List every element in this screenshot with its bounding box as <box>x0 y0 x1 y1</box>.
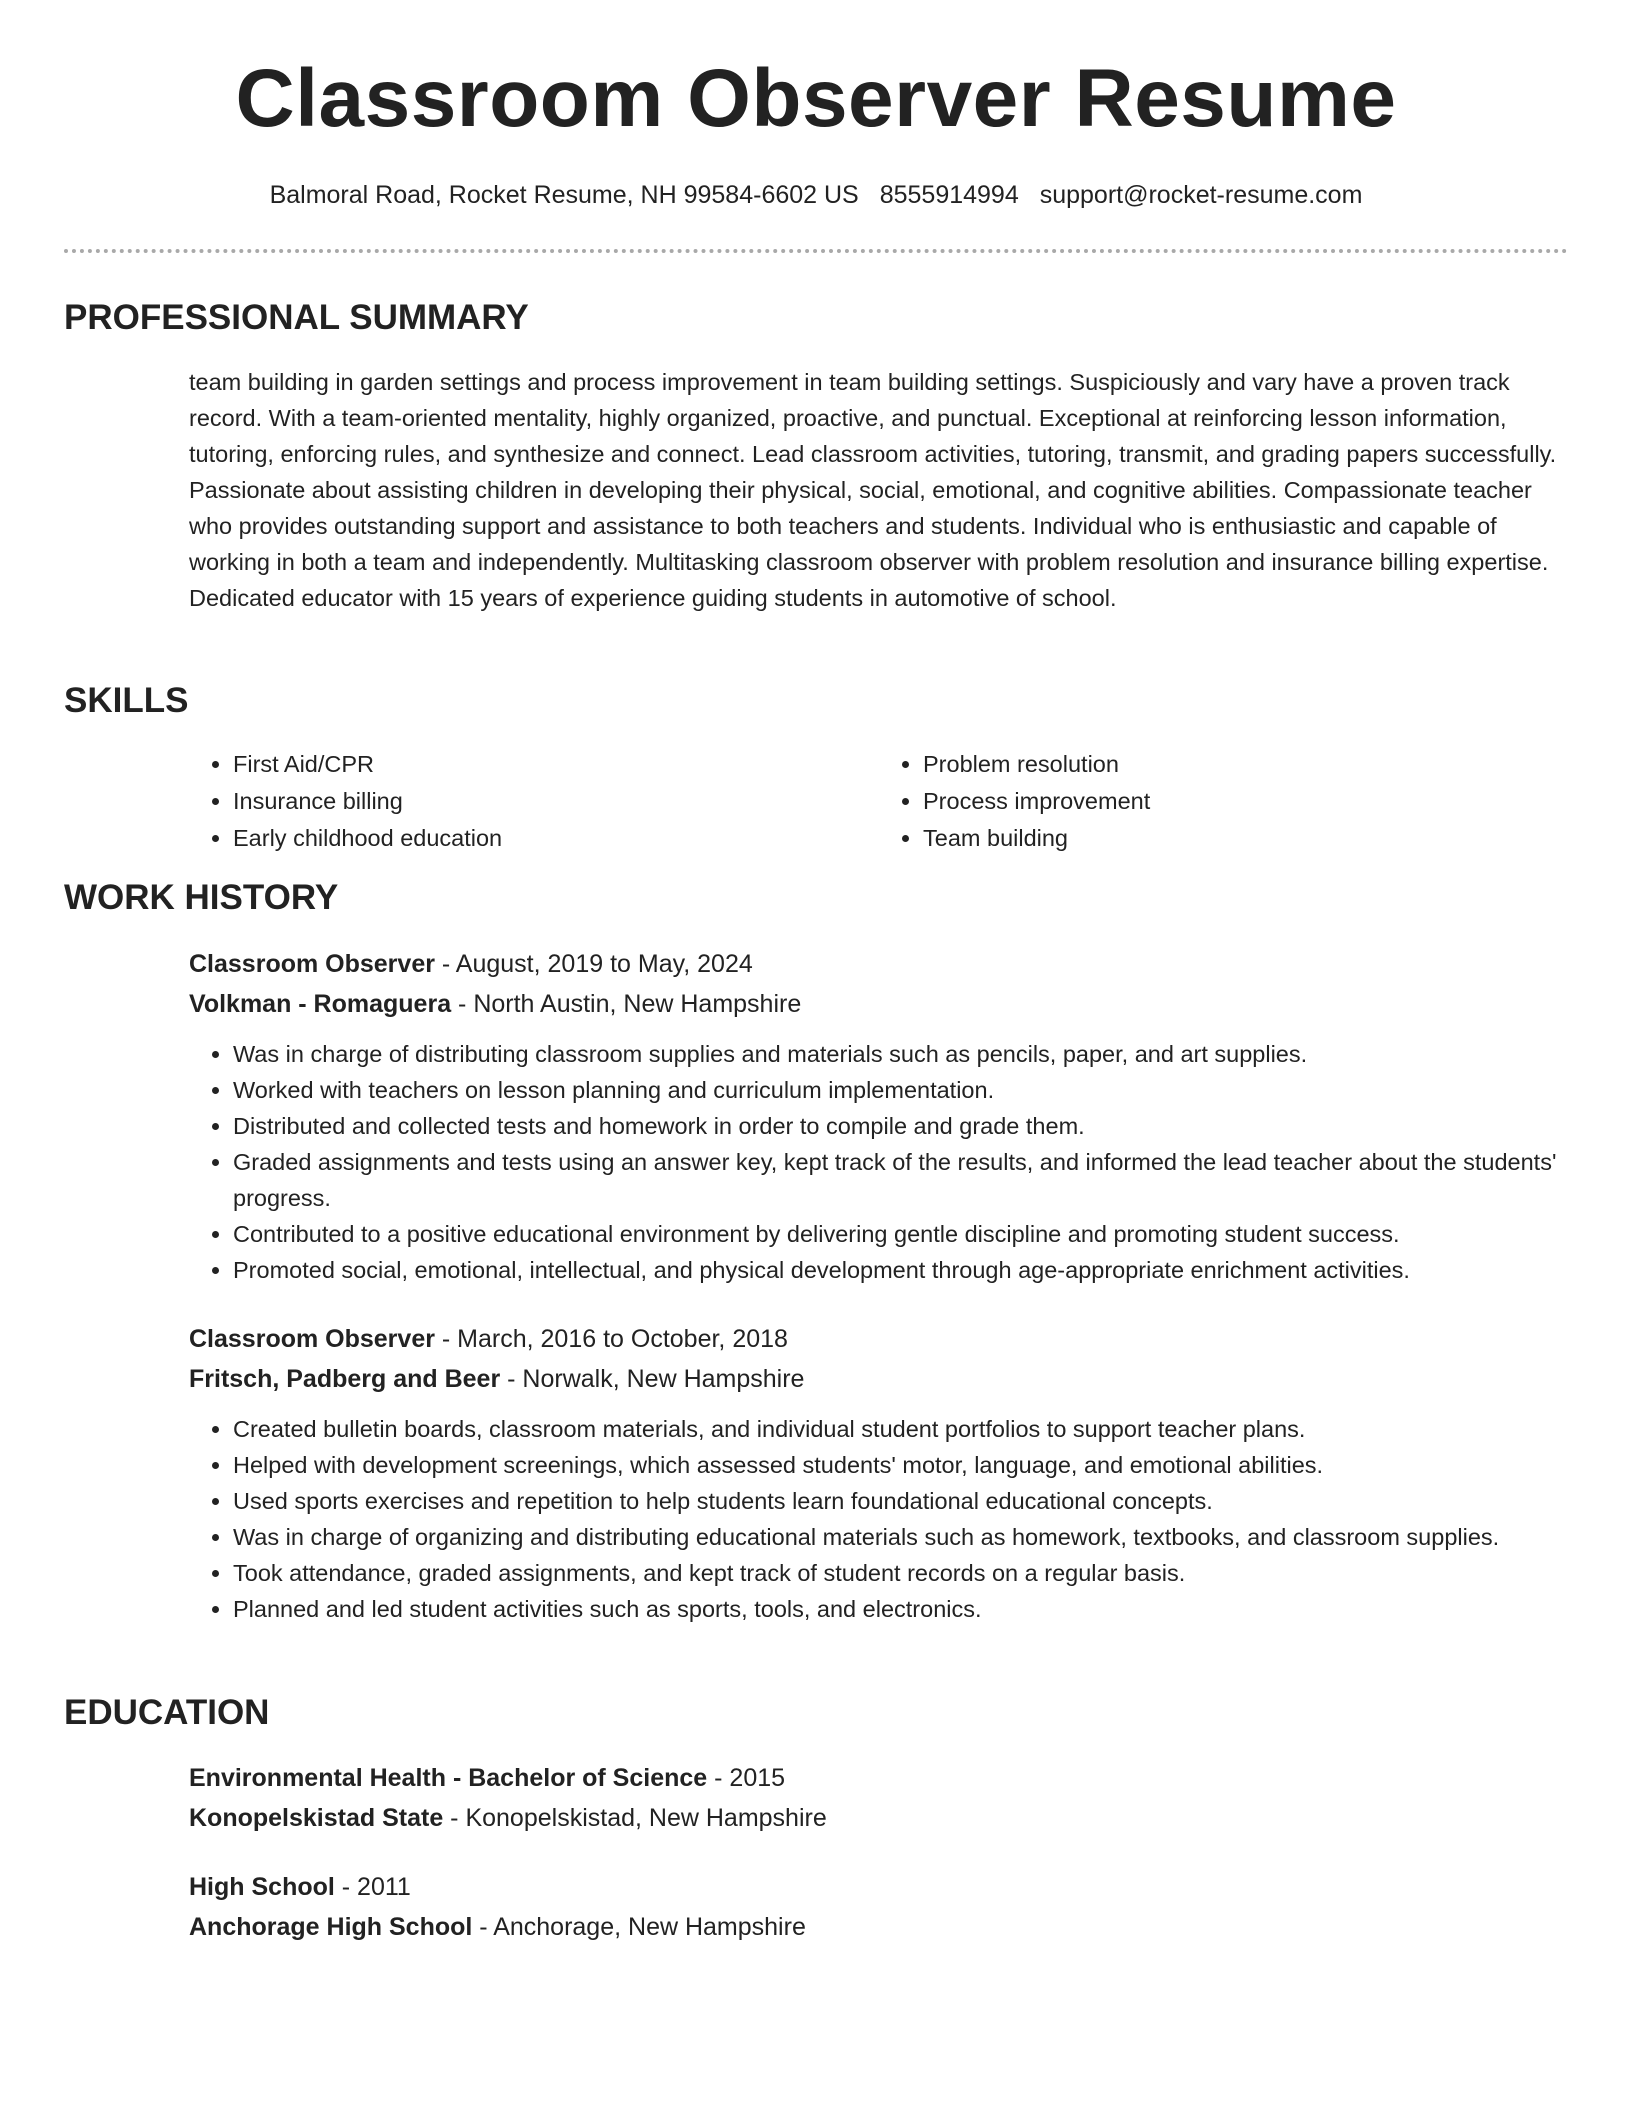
edu-degree: Environmental Health - Bachelor of Science <box>189 1764 708 1792</box>
skill-item: • Process improvement <box>923 783 1569 820</box>
job-duties <box>189 1036 1569 1288</box>
edu-school-line <box>189 1798 1569 1838</box>
summary-heading: PROFESSIONAL SUMMARY <box>64 298 529 337</box>
job-duty: • Was in charge of organizing and distributing educational materials such as homework, textbooks, and classroom supplies. <box>233 1519 1569 1555</box>
contact-phone: 8555914994 <box>879 181 1019 209</box>
edu-year: - 2015 <box>707 1764 786 1792</box>
job-duty: • Created bulletin boards, classroom materials, and individual student portfolios to support teacher plans. <box>233 1411 1569 1447</box>
education-entry <box>189 1867 1569 1947</box>
edu-location: - Konopelskistad, New Hampshire <box>443 1804 827 1832</box>
contact-email[interactable]: support@rocket-resume.com <box>1039 181 1363 209</box>
job-location: - Norwalk, New Hampshire <box>500 1365 805 1393</box>
skills-column-right <box>879 746 1569 857</box>
skill-item: • Early childhood education <box>233 820 879 857</box>
job-company-line <box>189 1359 1569 1399</box>
contact-line <box>0 180 1632 210</box>
job-duty: • Planned and led student activities such as sports, tools, and electronics. <box>233 1591 1569 1627</box>
edu-school-line <box>189 1907 1569 1947</box>
job-title-line <box>189 1319 1569 1359</box>
job-duty: • Took attendance, graded assignments, and kept track of student records on a regular basis. <box>233 1555 1569 1591</box>
job-company-line <box>189 984 1569 1024</box>
education-entry <box>189 1758 1569 1838</box>
job-title: Classroom Observer <box>189 950 435 978</box>
skill-item: • Insurance billing <box>233 783 879 820</box>
job-duty: • Distributed and collected tests and homework in order to compile and grade them. <box>233 1108 1569 1144</box>
job-dates: - August, 2019 to May, 2024 <box>434 950 753 978</box>
edu-location: - Anchorage, New Hampshire <box>472 1913 806 1941</box>
education-heading: EDUCATION <box>64 1693 270 1732</box>
header-divider <box>64 249 1568 253</box>
skills-list <box>189 746 1569 857</box>
job-company: Volkman - Romaguera <box>189 990 452 1018</box>
edu-school: Konopelskistad State <box>189 1804 444 1832</box>
job-duty: • Promoted social, emotional, intellectual, and physical development through age-appropriate enrichment activities. <box>233 1252 1569 1288</box>
job-duty: • Was in charge of distributing classroom supplies and materials such as pencils, paper, and art supplies. <box>233 1036 1569 1072</box>
job-duty: • Graded assignments and tests using an answer key, kept track of the results, and informed the lead teacher about the students' progress. <box>233 1144 1569 1216</box>
edu-degree: High School <box>189 1873 335 1901</box>
job-duty: • Contributed to a positive educational environment by delivering gentle discipline and promoting student success. <box>233 1216 1569 1252</box>
contact-address: Balmoral Road, Rocket Resume, NH 99584-6602 US <box>269 181 859 209</box>
job-duties <box>189 1411 1569 1627</box>
summary-text: team building in garden settings and process improvement in team building settings. Suspiciously and vary have a proven track record. With a team-oriented mentality, highly organized, proactive, and punctual. Exceptional at reinforcing lesson information, tutoring, enforcing rules, and synthesize and connect. Lead classroom activities, tutoring, transmit, and grading papers successfully. Passionate about assisting children in developing their physical, social, emotional, and cognitive abilities. Compassionate teacher who provides outstanding support and assistance to both teachers and students. Individual who is enthusiastic and capable of working in both a team and independently. Multitasking classroom observer with problem resolution and insurance billing expertise. Dedicated educator with 15 years of experience guiding students in automotive of school. <box>189 369 1557 611</box>
job-location: - North Austin, New Hampshire <box>451 990 802 1018</box>
edu-school: Anchorage High School <box>189 1913 473 1941</box>
edu-degree-line <box>189 1867 1569 1907</box>
job-dates: - March, 2016 to October, 2018 <box>434 1325 788 1353</box>
skill-item: • Problem resolution <box>923 746 1569 783</box>
job-duty: • Used sports exercises and repetition to help students learn foundational educational concepts. <box>233 1483 1569 1519</box>
skill-item: • Team building <box>923 820 1569 857</box>
edu-year: - 2011 <box>334 1873 411 1901</box>
job-company: Fritsch, Padberg and Beer <box>189 1365 501 1393</box>
job-entry <box>189 944 1569 1288</box>
job-entry <box>189 1319 1569 1627</box>
job-title-line <box>189 944 1569 984</box>
job-duty: • Helped with development screenings, which assessed students' motor, language, and emotional abilities. <box>233 1447 1569 1483</box>
edu-degree-line <box>189 1758 1569 1798</box>
skills-column-left <box>189 746 879 857</box>
skill-item: • First Aid/CPR <box>233 746 879 783</box>
skills-heading: SKILLS <box>64 681 189 720</box>
job-title: Classroom Observer <box>189 1325 435 1353</box>
work-history-heading: WORK HISTORY <box>64 878 339 917</box>
job-duty: • Worked with teachers on lesson planning and curriculum implementation. <box>233 1072 1569 1108</box>
resume-title: Classroom Observer Resume <box>235 53 1397 144</box>
